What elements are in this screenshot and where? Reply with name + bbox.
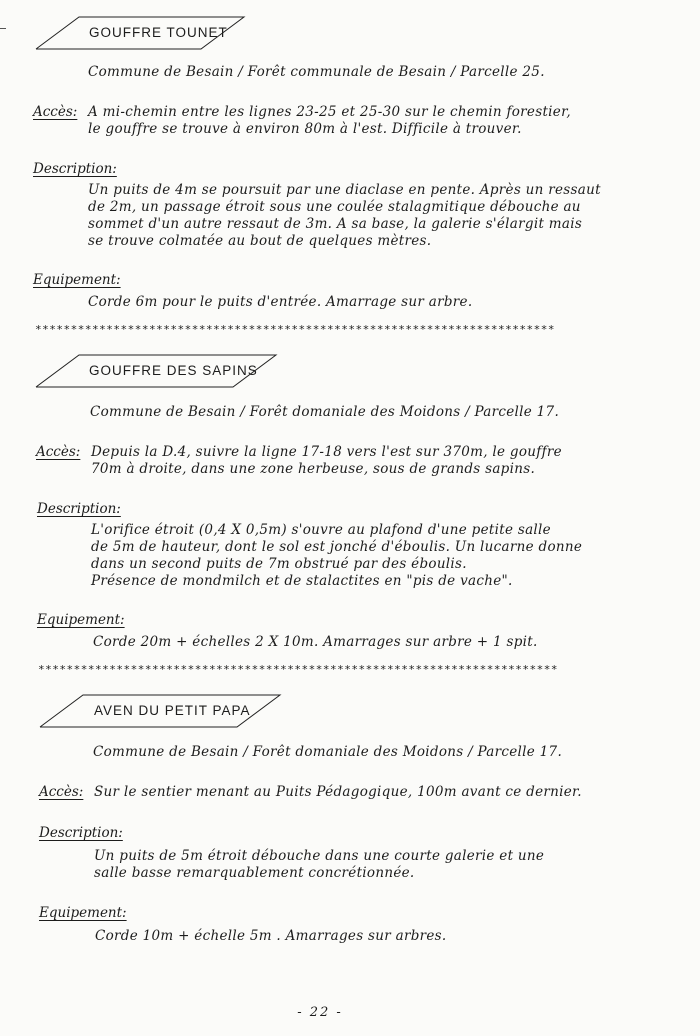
- commune-line: Commune de Besain / Forêt communale de Besain / Parcelle 25.: [88, 64, 545, 80]
- equipement-label: Equipement:: [33, 272, 121, 288]
- description-line: Un puits de 5m étroit débouche dans une courte galerie et une: [94, 848, 545, 864]
- description-line: salle basse remarquablement concrétionnée.: [94, 865, 415, 881]
- cave-title: GOUFFRE DES SAPINS: [89, 363, 258, 378]
- description-line: se trouve colmatée au bout de quelques mètres.: [88, 233, 432, 249]
- description-line: de 5m de hauteur, dont le sol est jonché d'éboulis. Un lucarne donne: [91, 539, 583, 555]
- separator-line: *************************************************************************: [38, 663, 558, 676]
- description-line: dans un second puits de 7m obstrué par des éboulis.: [91, 556, 467, 572]
- acces-line: Depuis la D.4, suivre la ligne 17-18 vers l'est sur 370m, le gouffre: [91, 444, 562, 460]
- cave-title: AVEN DU PETIT PAPA: [94, 703, 251, 718]
- acces-label: Accès:: [33, 104, 78, 120]
- description-line: Un puits de 4m se poursuit par une diaclase en pente. Après un ressaut: [88, 182, 601, 198]
- equipement-line: Corde 20m + échelles 2 X 10m. Amarrages sur arbre + 1 spit.: [93, 634, 538, 650]
- acces-label: Accès:: [39, 784, 84, 800]
- description-line: sommet d'un autre ressaut de 3m. A sa base, la galerie s'élargit mais: [88, 216, 583, 232]
- description-label: Description:: [37, 501, 121, 517]
- acces-line: 70m à droite, dans une zone herbeuse, sous de grands sapins.: [91, 461, 536, 477]
- margin-mark: [0, 28, 6, 29]
- description-line: de 2m, un passage étroit sous une coulée stalagmitique débouche au: [88, 199, 581, 215]
- cave-title-box: [34, 16, 284, 50]
- description-label: Description:: [39, 825, 123, 841]
- acces-line: A mi-chemin entre les lignes 23-25 et 25-30 sur le chemin forestier,: [88, 104, 571, 120]
- description-label: Description:: [33, 161, 117, 177]
- cave-title-box: [34, 354, 284, 388]
- equipement-label: Equipement:: [39, 905, 127, 921]
- description-line: L'orifice étroit (0,4 X 0,5m) s'ouvre au plafond d'une petite salle: [91, 522, 551, 538]
- separator-line: *************************************************************************: [35, 323, 555, 336]
- acces-label: Accès:: [36, 444, 81, 460]
- equipement-line: Corde 6m pour le puits d'entrée. Amarrage sur arbre.: [88, 294, 473, 310]
- equipement-line: Corde 10m + échelle 5m . Amarrages sur arbres.: [95, 928, 447, 944]
- cave-title: GOUFFRE TOUNET: [89, 25, 228, 40]
- description-line: Présence de mondmilch et de stalactites en "pis de vache".: [91, 573, 513, 589]
- acces-line: le gouffre se trouve à environ 80m à l'est. Difficile à trouver.: [88, 121, 522, 137]
- page-number: - 22 -: [297, 1005, 343, 1020]
- equipement-label: Equipement:: [37, 612, 125, 628]
- acces-line: Sur le sentier menant au Puits Pédagogique, 100m avant ce dernier.: [94, 784, 582, 800]
- commune-line: Commune de Besain / Forêt domaniale des Moidons / Parcelle 17.: [93, 744, 563, 760]
- cave-title-box: [38, 694, 288, 728]
- commune-line: Commune de Besain / Forêt domaniale des Moidons / Parcelle 17.: [90, 404, 560, 420]
